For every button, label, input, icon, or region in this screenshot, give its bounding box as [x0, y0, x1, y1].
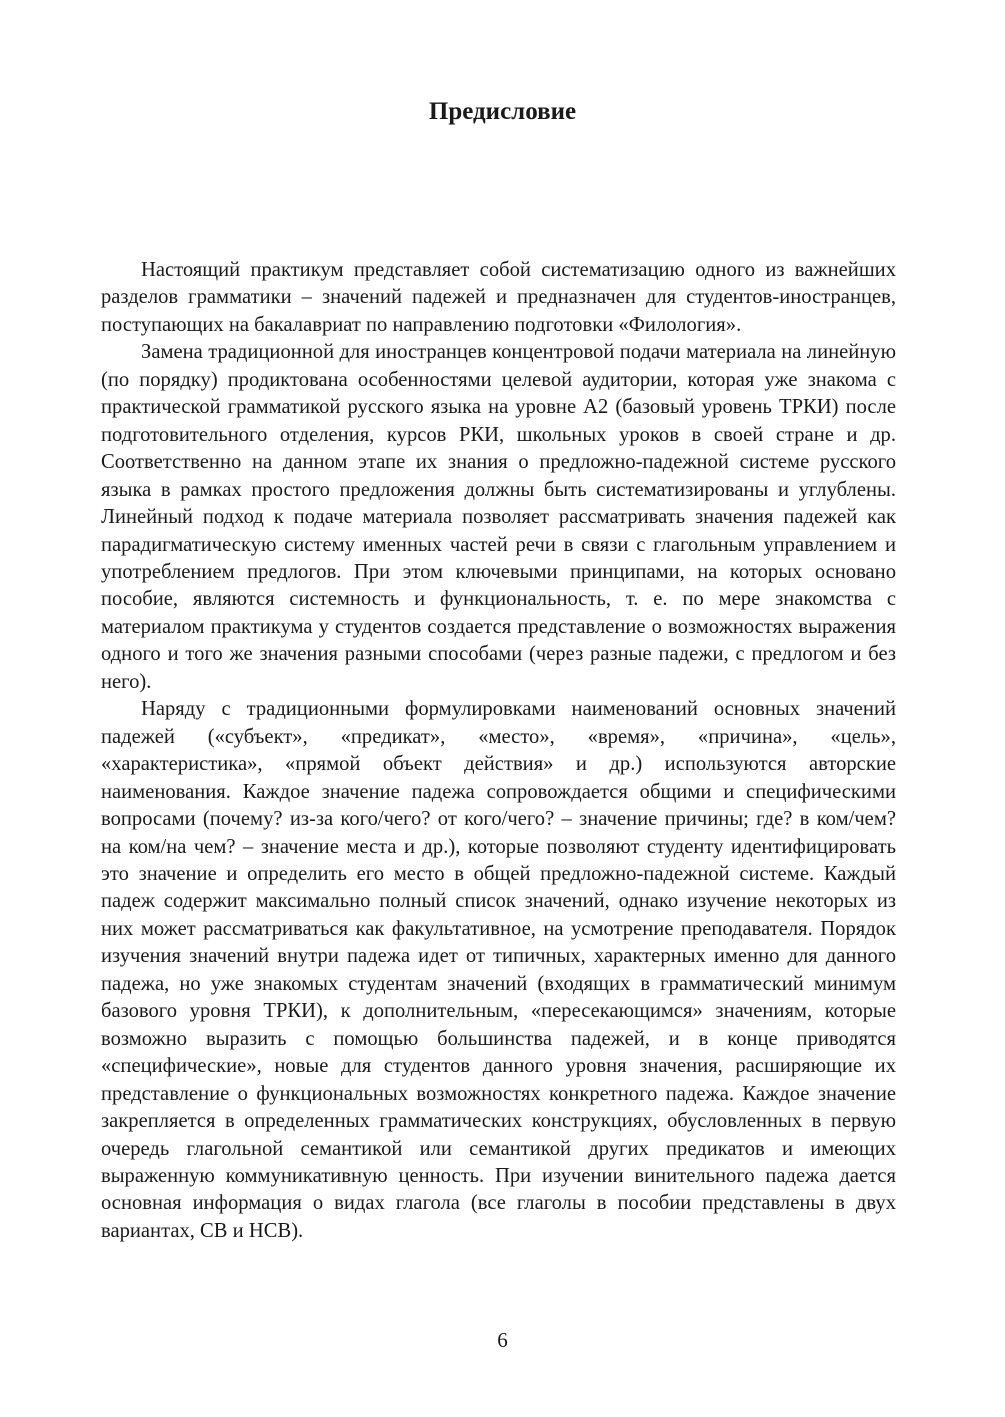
- paragraph-linear-approach: Замена традиционной для иностранцев концентровой подачи материала на линейную (по порядку) продиктована особенностями целевой аудитории, которая уже знакома с практической грамматикой русского языка на уровне А2 (базовый уровень ТРКИ) после подготовительного отделения, курсов РКИ, школьных уроков в своей стране и др. Соответственно на данном этапе их знания о предложно-падежной системе русского языка в рамках простого предложения должны быть систематизированы и углублены. Линейный подход к подаче материала позволяет рассматривать значения падежей как парадигматическую систему именных частей речи в связи с глагольным управлением и употреблением предлогов. При этом ключевыми принципами, на которых основано пособие, являются системность и функциональность, т. е. по мере знакомства с материалом практикума у студентов создается представление о возможностях выражения одного и того же значения разными способами (через разные падежи, с предлогом и без него).: [101, 341, 896, 693]
- paragraph-case-meanings: Наряду с традиционными формулировками наименований основных значений падежей («субъект», «предикат», «место», «время», «причина», «цель», «характеристика», «прямой объект действия» и др.) используются авторские наименования. Каждое значение падежа сопровождается общими и специфическими вопросами (почему? из-за кого/чего? от кого/чего? – значение причины; где? в ком/чем? на ком/на чем? – значение места и др.), которые позволяют студенту идентифицировать это значение и определить его место в общей предложно-падежной системе. Каждый падеж содержит максимально полный список значений, однако изучение некоторых из них может рассматриваться как факультативное, на усмотрение преподавателя. Порядок изучения значений внутри падежа идет от типичных, характерных именно для данного падежа, но уже знакомых студентам значений (входящих в грамматический минимум базового уровня ТРКИ), к дополнительным, «пересекающимся» значениям, которые возможно выразить с помощью большинства падежей, и в конце приводятся «специфические», новые для студентов данного уровня значения, расширяющие их представление о функциональных возможностях конкретного падежа. Каждое значение закрепляется в определенных грамматических конструкциях, обусловленных в первую очередь глагольной семантикой или семантикой других предикатов и имеющих выраженную коммуникативную ценность. При изучении винительного падежа дается основная информация о видах глагола (все глаголы в пособии представлены в двух вариантах, СВ и НСВ).: [101, 698, 896, 1242]
- page-title: Предисловие: [428, 98, 577, 125]
- body-text: [101, 257, 896, 1245]
- paragraph-intro: Настоящий практикум представляет собой систематизацию одного из важнейших разделов грамматики – значений падежей и предназначен для студентов-иностранцев, поступающих на бакалавриат по направлению подготовки «Филология».: [101, 259, 896, 336]
- page-number: 6: [497, 1328, 508, 1352]
